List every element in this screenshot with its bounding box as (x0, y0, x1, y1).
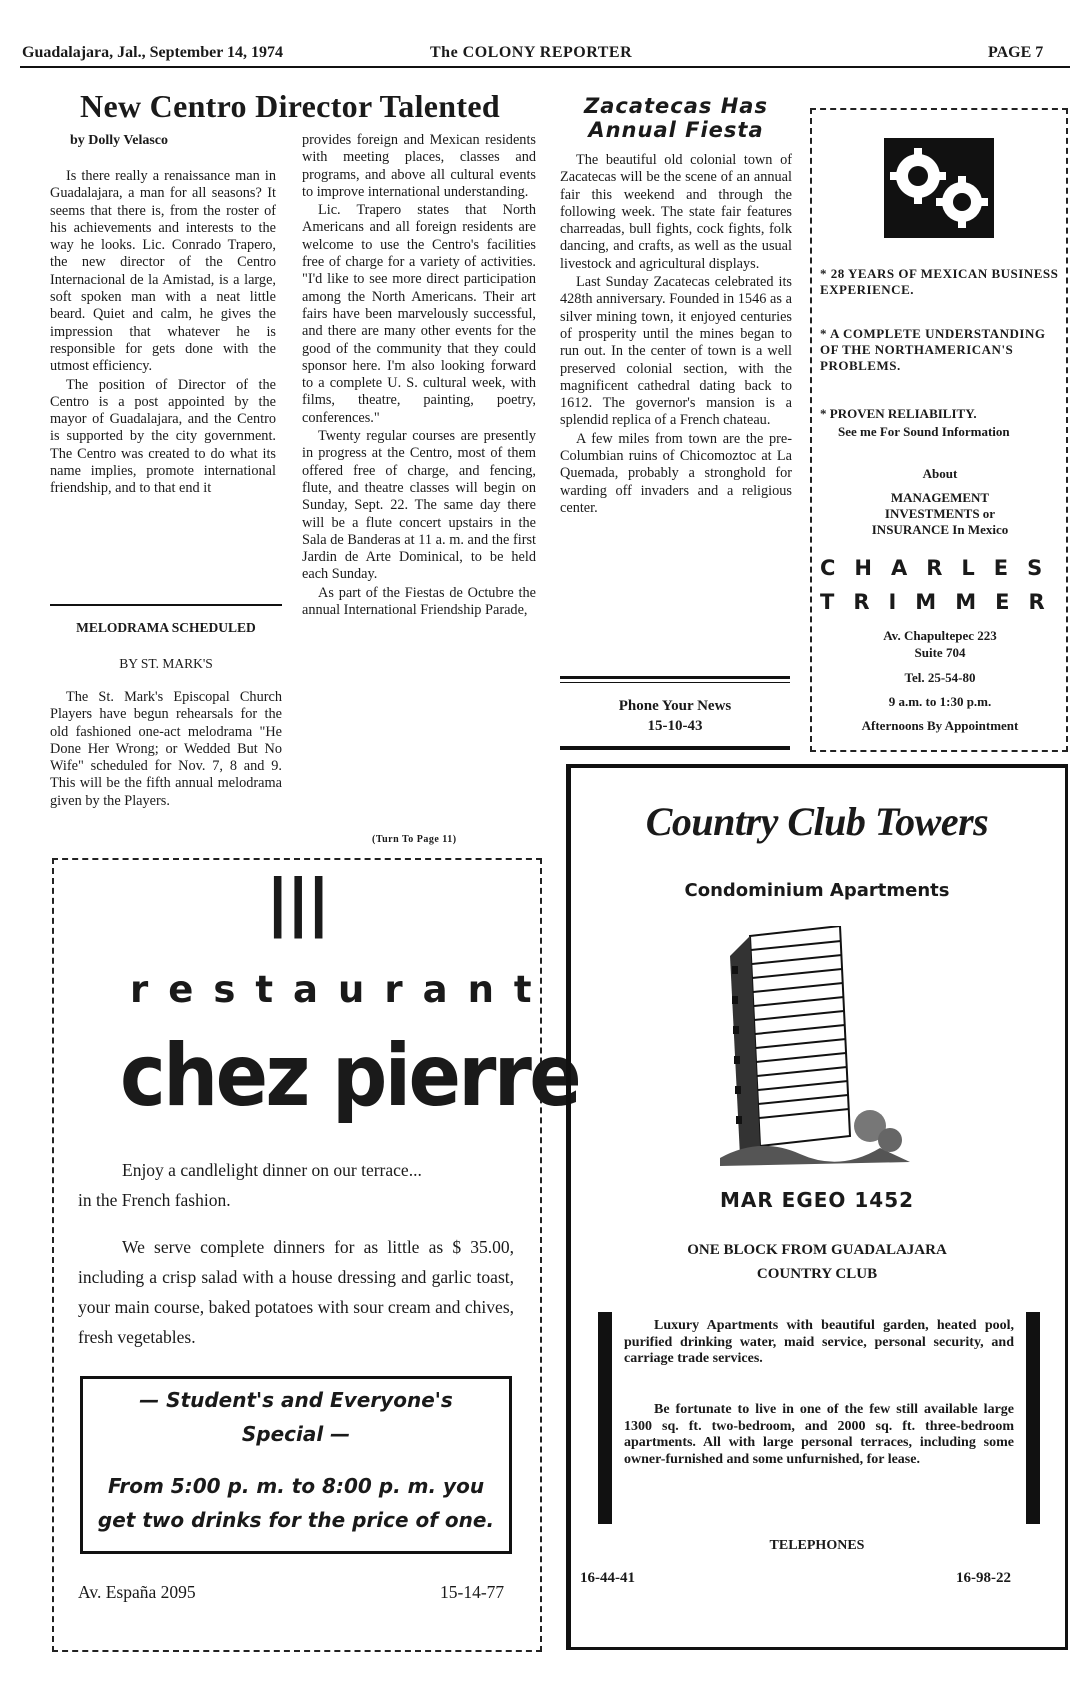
melodrama-rule (50, 604, 282, 606)
gears-icon (884, 138, 994, 238)
country-club-box-p1: Luxury Apartments with beautiful garden, heated pool, purified drinking water, maid service, personal security, and carriage trade services. (624, 1318, 1014, 1366)
centro-col2-p1: provides foreign and Mexican residents with meeting places, classes and programs, and above all cultural events to improve international understanding. (302, 132, 536, 200)
restaurant-address: Av. España 2095 (78, 1582, 196, 1602)
centro-jump: (Turn To Page 11) (372, 834, 457, 845)
phone-box-line1: Phone Your News (618, 698, 732, 714)
melodrama-subhead: BY ST. MARK'S (119, 656, 213, 671)
country-club-telephones: TELEPHONES (769, 1538, 865, 1553)
trimmer-see-me: See me For Sound Information (838, 424, 1010, 439)
restaurant-bars-logo: ||| (265, 866, 327, 939)
restaurant-special-1: — Student's and Everyone's (139, 1388, 453, 1412)
trimmer-about: About (922, 466, 958, 481)
trimmer-address-1: Av. Chapultepec 223 (883, 628, 997, 643)
zacatecas-headline-2: Annual Fiesta (588, 118, 764, 142)
paper-name: The COLONY REPORTER (430, 44, 633, 61)
zacatecas-body (560, 152, 792, 518)
country-club-block-2: COUNTRY CLUB (756, 1266, 878, 1282)
country-club-script-title: Country Club Towers (645, 799, 989, 844)
trimmer-bullet-1: * 28 YEARS OF MEXICAN BUSINESS EXPERIENCE. (820, 266, 1059, 297)
centro-col1-p2: The position of Director of the Centro is a post appointed by the mayor of Guadalajara, and the Centro is supported by the city government. The Centro was created to do what its name implies, promote international friendship, and to that end it (50, 376, 276, 497)
trimmer-name-1: CHARLES (820, 556, 1062, 580)
centro-byline: by Dolly Velasco (70, 133, 169, 148)
restaurant-word: restaurant (130, 968, 552, 1011)
trimmer-hours: 9 a.m. to 1:30 p.m. (888, 694, 992, 709)
trimmer-services: MANAGEMENT INVESTMENTS or INSURANCE In Mexico (871, 490, 1009, 537)
melodrama-paragraph: The St. Mark's Episcopal Church Players have begun rehearsals for the old fashioned one-act melodrama "He Done Her Wrong; or Wedded But No Wife" scheduled for Nov. 7, 8 and 9. This will be the fifth annual melodrama given by the Players. (50, 689, 282, 809)
trimmer-bullet-2: * A COMPLETE UNDERSTANDING OF THE NORTHAMERICAN'S PROBLEMS. (820, 326, 1046, 373)
zacatecas-headline-1: Zacatecas Has (584, 94, 768, 118)
trimmer-name-2: TRIMMER (820, 590, 1064, 614)
zacatecas-p3: A few miles from town are the pre-Columbian ruins of Chicomoztoc at La Quemada, probably a stronghold for warding off invaders and a religious center. (560, 430, 792, 516)
masthead-rule (20, 66, 1070, 68)
centro-col2 (302, 132, 536, 620)
page-number: PAGE 7 (988, 44, 1044, 61)
trimmer-bullet-3: * PROVEN RELIABILITY. (820, 406, 977, 421)
country-club-block-1: ONE BLOCK FROM GUADALAJARA (687, 1242, 947, 1258)
centro-col1 (50, 168, 276, 499)
dateline: Guadalajara, Jal., September 14, 1974 (22, 44, 284, 61)
restaurant-phone: 15-14-77 (440, 1582, 505, 1602)
trimmer-address-2: Suite 704 (914, 645, 966, 660)
tower-building-illustration (720, 926, 910, 1166)
country-club-tel-2: 16-98-22 (956, 1570, 1011, 1586)
zacatecas-p2: Last Sunday Zacatecas celebrated its 428th anniversary. Founded in 1546 as a silver mining town, it enjoyed centuries of prosperity until the mines began to run out. In the center of town is a well preserved colonial section, with the magnificent cathedral dating back to 1612. The governor's mansion is a splendid replica of a French chateau. (560, 274, 792, 429)
country-club-tel-1: 16-44-41 (580, 1570, 635, 1586)
restaurant-menu: We serve complete dinners for as little as $ 35.00, including a crisp salad with a house dressing and garlic toast, your main course, baked potatoes with sour cream and chives, fresh vegetables. (78, 1237, 514, 1347)
restaurant-offer-2: get two drinks for the price of one. (97, 1508, 495, 1532)
trimmer-tel: Tel. 25-54-80 (904, 670, 976, 685)
melodrama-text (50, 689, 282, 811)
country-club-address: MAR EGEO 1452 (719, 1188, 915, 1212)
country-club-subtitle: Condominium Apartments (684, 880, 950, 901)
phone-box-bottom-rule (560, 746, 790, 750)
restaurant-name: chez pierre (120, 1026, 580, 1126)
restaurant-special-2: Special — (241, 1422, 351, 1446)
zacatecas-p1: The beautiful old colonial town of Zacatecas will be the scene of an annual fair this weekend and through the following week. The state fair features charreadas, bull fights, cock fights, folk dancing, and crafts, as well as the usual livestock and agricultural displays. (560, 152, 792, 272)
centro-col2-p4: As part of the Fiestas de Octubre the annual International Friendship Parade, (302, 584, 536, 619)
centro-col2-p3: Twenty regular courses are presently in progress at the Centro, most of them offered free of charge, and fencing, flute, and theatre classes will begin on Sunday, Sept. 22. The same day there will be a flute concert upstairs in the Sala de Banderas at 11 a. m. and the first Jardin de Arte Dominical, to be held each Sunday. (302, 428, 536, 583)
melodrama-headline: MELODRAMA SCHEDULED (76, 620, 256, 635)
restaurant-line-2: in the French fashion. (78, 1190, 231, 1210)
centro-headline: New Centro Director Talented (80, 88, 500, 124)
restaurant-offer-1: From 5:00 p. m. to 8:00 p. m. you (107, 1474, 485, 1498)
centro-col1-p1: Is there really a renaissance man in Guadalajara, a man for all seasons? It seems that there is, from the roster of his achievements and interests to the way he looks. Lic. Conrado Trapero, the new director of the Centro Internacional de la Amistad, is a large, soft spoken man with a neat little beard. Quiet and calm, he gives the impression that whatever he is responsible for gets done with the utmost efficiency. (50, 168, 276, 375)
phone-box-top-rule-thin (560, 682, 790, 683)
centro-col2-p2: Lic. Trapero states that North Americans and all foreign residents are welcome to use the Centro's facilities free of charge for a variety of activities. "I'd like to see more direct participation among the North Americans. Their art fairs have been marvelously successful, and there are many other events for the good of the community that they could sponsor here. I'm also looking forward to a complete U. S. cultural week, with films, theatre, painting, poetry, conferences." (302, 202, 536, 426)
restaurant-line-1: Enjoy a candlelight dinner on our terrace... (122, 1160, 422, 1180)
phone-box-line2: 15-10-43 (647, 718, 703, 734)
country-club-box-p2: Be fortunate to live in one of the few still available large 1300 sq. ft. two-bedroom, and 2000 sq. ft. three-bedroom apartments. All with large personal terraces, including some owner-furnished and some unfurnished, for lease. (624, 1402, 1014, 1467)
phone-box-top-rule (560, 676, 790, 679)
trimmer-afternoons: Afternoons By Appointment (861, 718, 1019, 733)
